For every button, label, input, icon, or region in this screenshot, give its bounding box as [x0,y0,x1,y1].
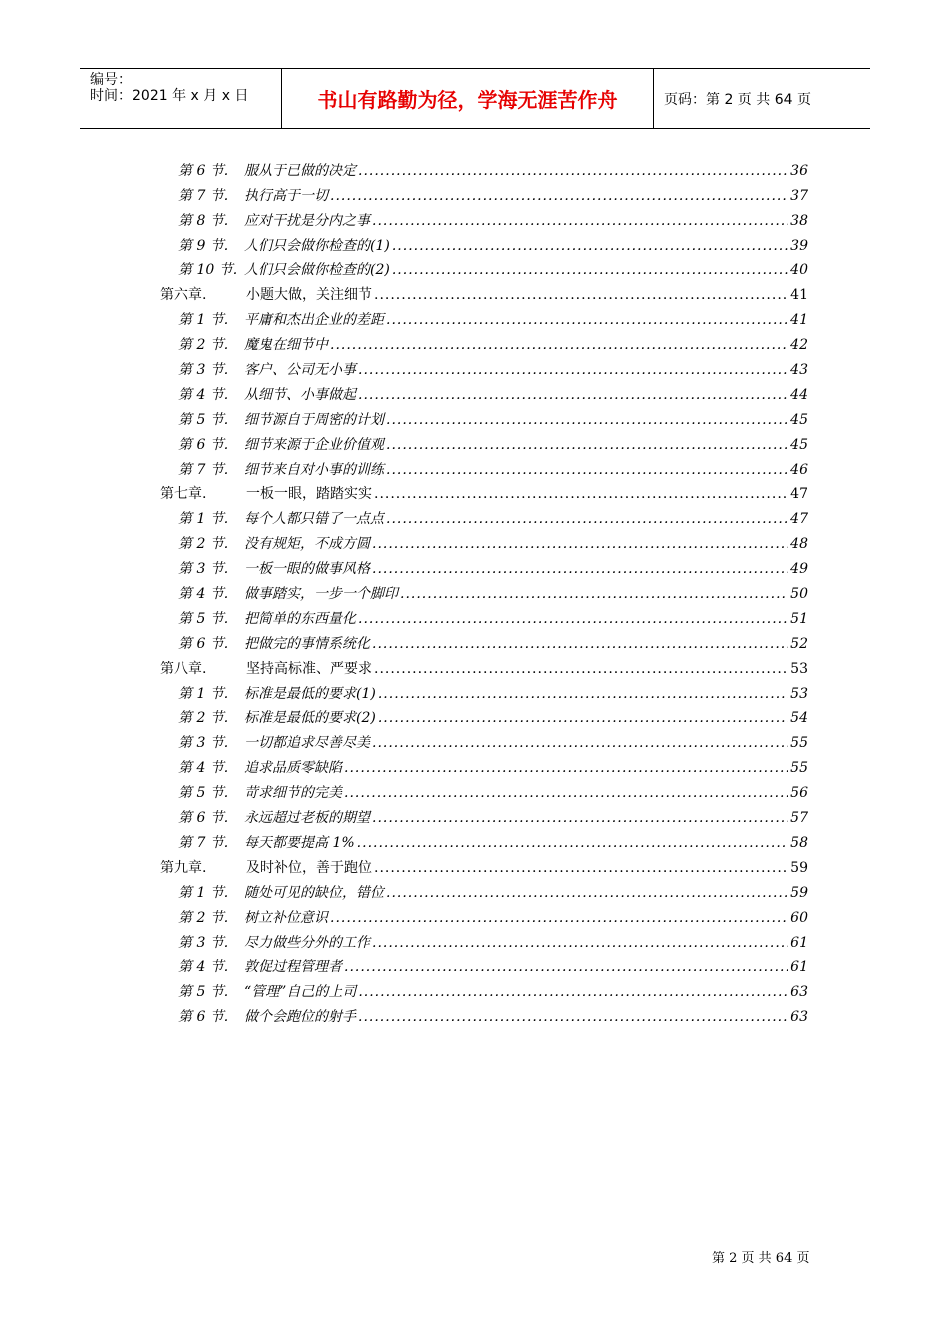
toc-entry-title: “管理”自己的上司 [244,984,357,1001]
header-motto: 书山有路勤为径，学海无涯苦作舟 [282,69,654,128]
toc-entry-page: 47 [790,511,808,528]
toc-section-entry[interactable] [160,230,808,255]
toc-leader-dots [386,311,788,329]
toc-entry-number: 第 6 节. [178,436,229,453]
toc-chapter-entry[interactable] [160,653,808,678]
toc-section-entry[interactable] [160,802,808,827]
header-page-info: 页码：第 2 页 共 64 页 [664,91,811,108]
toc-section-entry[interactable] [160,678,808,703]
toc-entry-title: 敦促过程管理者 [244,959,342,976]
toc-leader-dots [400,585,788,603]
toc-leader-dots [386,411,788,429]
toc-section-entry[interactable] [160,578,808,603]
toc-entry-title: 人们只会做你检查的(1) [244,237,390,254]
toc-section-entry[interactable] [160,927,808,952]
toc-leader-dots [357,834,789,852]
toc-entry-number: 第 5 节. [178,610,229,627]
toc-entry-page: 53 [790,660,808,677]
toc-entry-title: 尽力做些分外的工作 [244,934,370,951]
toc-leader-dots [372,934,788,952]
toc-entry-page: 56 [790,785,808,802]
toc-entry-number: 第 3 节. [178,362,229,379]
toc-leader-dots [358,1008,788,1026]
toc-entry-number: 第 4 节. [178,959,229,976]
toc-entry-page: 48 [790,536,808,553]
toc-section-entry[interactable] [160,454,808,479]
toc-entry-page: 38 [790,212,808,229]
toc-entry-number: 第七章. [160,486,207,503]
toc-entry-title: 魔鬼在细节中 [244,337,328,354]
toc-entry-title: 苛求细节的完美 [244,785,342,802]
toc-leader-dots [330,336,788,354]
time-label: 时间：2021 年 x 月 x 日 [90,88,249,104]
toc-entry-title: 一切都追求尽善尽美 [244,735,370,752]
toc-entry-title: 每个人都只错了一点点 [244,511,384,528]
toc-leader-dots [374,660,788,678]
toc-entry-number: 第 5 节. [178,984,229,1001]
toc-entry-title: 细节源自于周密的计划 [244,411,384,428]
table-of-contents [160,155,808,1026]
toc-leader-dots [372,535,788,553]
toc-entry-title: 服从于已做的决定 [244,162,356,179]
toc-entry-page: 41 [790,312,808,329]
toc-entry-number: 第 3 节. [178,934,229,951]
toc-entry-title: 一板一眼，踏踏实实 [246,486,372,503]
toc-leader-dots [358,610,788,628]
toc-entry-page: 51 [790,610,808,627]
toc-leader-dots [378,685,788,703]
toc-section-entry[interactable] [160,827,808,852]
toc-entry-page: 53 [790,685,808,702]
code-label: 编号： [90,72,132,88]
page-header [80,68,870,129]
toc-leader-dots [372,734,788,752]
toc-section-entry[interactable] [160,180,808,205]
toc-entry-number: 第 7 节. [178,461,229,478]
toc-entry-number: 第 5 节. [178,411,229,428]
toc-entry-number: 第 7 节. [178,187,229,204]
toc-leader-dots [372,560,788,578]
toc-entry-page: 39 [790,237,808,254]
toc-entry-title: 执行高于一切 [244,187,328,204]
toc-entry-number: 第 4 节. [178,586,229,603]
toc-entry-title: 应对干扰是分内之事 [244,212,370,229]
toc-section-entry[interactable] [160,628,808,653]
toc-entry-number: 第 2 节. [178,536,229,553]
toc-entry-page: 61 [790,934,808,951]
toc-leader-dots [358,386,788,404]
toc-entry-page: 63 [790,984,808,1001]
toc-entry-page: 50 [790,586,808,603]
toc-leader-dots [374,485,788,503]
toc-section-entry[interactable] [160,553,808,578]
toc-leader-dots [386,510,788,528]
toc-section-entry[interactable] [160,902,808,927]
toc-entry-page: 40 [790,262,808,279]
toc-leader-dots [386,884,788,902]
toc-entry-page: 52 [790,635,808,652]
toc-entry-number: 第 4 节. [178,760,229,777]
toc-entry-number: 第 6 节. [178,810,229,827]
page-footer: 第 2 页 共 64 页 [712,1251,810,1266]
toc-section-entry[interactable] [160,155,808,180]
toc-entry-number: 第九章. [160,859,207,876]
toc-entry-number: 第 4 节. [178,386,229,403]
toc-leader-dots [372,809,788,827]
toc-entry-number: 第 1 节. [178,685,229,702]
toc-entry-number: 第 9 节. [178,237,229,254]
toc-leader-dots [358,162,788,180]
toc-leader-dots [372,212,788,230]
toc-section-entry[interactable] [160,1001,808,1026]
toc-entry-number: 第六章. [160,287,207,304]
toc-section-entry[interactable] [160,952,808,977]
toc-section-entry[interactable] [160,404,808,429]
toc-entry-page: 47 [790,486,808,503]
toc-section-entry[interactable] [160,727,808,752]
toc-entry-title: 人们只会做你检查的(2) [244,262,390,279]
toc-entry-title: 追求品质零缺陷 [244,760,342,777]
header-meta [80,69,282,128]
toc-entry-number: 第 6 节. [178,1009,229,1026]
toc-chapter-entry[interactable] [160,279,808,304]
toc-leader-dots [392,237,788,255]
toc-entry-title: 标准是最低的要求(2) [244,710,376,727]
toc-entry-title: 没有规矩，不成方圆 [244,536,370,553]
toc-chapter-entry[interactable] [160,852,808,877]
toc-entry-title: 把做完的事情系统化 [244,635,370,652]
toc-section-entry[interactable] [160,503,808,528]
toc-entry-title: 一板一眼的做事风格 [244,561,370,578]
toc-entry-number: 第 1 节. [178,884,229,901]
toc-entry-title: 每天都要提高 1% [244,834,355,851]
toc-entry-page: 61 [790,959,808,976]
toc-entry-title: 及时补位，善于跑位 [246,859,372,876]
toc-entry-title: 树立补位意识 [244,909,328,926]
toc-leader-dots [344,759,788,777]
toc-entry-page: 45 [790,436,808,453]
toc-entry-page: 63 [790,1009,808,1026]
toc-leader-dots [386,461,788,479]
toc-leader-dots [386,436,788,454]
toc-entry-page: 59 [790,859,808,876]
toc-entry-page: 59 [790,884,808,901]
toc-entry-title: 细节来自对小事的训练 [244,461,384,478]
toc-entry-title: 标准是最低的要求(1) [244,685,376,702]
toc-entry-page: 54 [790,710,808,727]
toc-entry-number: 第 1 节. [178,511,229,528]
toc-leader-dots [374,859,788,877]
toc-entry-page: 42 [790,337,808,354]
toc-entry-number: 第 6 节. [178,635,229,652]
toc-entry-page: 46 [790,461,808,478]
toc-leader-dots [344,958,788,976]
toc-leader-dots [358,361,788,379]
toc-entry-number: 第 8 节. [178,212,229,229]
toc-section-entry[interactable] [160,877,808,902]
toc-section-entry[interactable] [160,354,808,379]
toc-entry-title: 做个会跑位的射手 [244,1009,356,1026]
toc-entry-page: 45 [790,411,808,428]
toc-leader-dots [378,709,788,727]
toc-entry-title: 细节来源于企业价值观 [244,436,384,453]
toc-entry-title: 做事踏实，一步一个脚印 [244,586,398,603]
toc-leader-dots [330,187,788,205]
toc-entry-page: 55 [790,760,808,777]
toc-entry-number: 第 3 节. [178,735,229,752]
toc-entry-title: 小题大做，关注细节 [246,287,372,304]
toc-section-entry[interactable] [160,976,808,1001]
toc-entry-page: 44 [790,386,808,403]
toc-leader-dots [344,784,788,802]
toc-leader-dots [372,635,788,653]
toc-entry-number: 第 6 节. [178,162,229,179]
toc-section-entry[interactable] [160,205,808,230]
toc-section-entry[interactable] [160,703,808,728]
toc-entry-number: 第八章. [160,660,207,677]
toc-entry-page: 43 [790,362,808,379]
toc-entry-page: 36 [790,162,808,179]
toc-entry-page: 58 [790,834,808,851]
toc-entry-number: 第 7 节. [178,834,229,851]
toc-entry-title: 客户、公司无小事 [244,362,356,379]
toc-entry-number: 第 10 节. [178,262,238,279]
toc-leader-dots [358,983,788,1001]
toc-entry-title: 永远超过老板的期望 [244,810,370,827]
toc-leader-dots [392,261,788,279]
toc-section-entry[interactable] [160,429,808,454]
toc-entry-number: 第 5 节. [178,785,229,802]
toc-entry-page: 49 [790,561,808,578]
toc-section-entry[interactable] [160,777,808,802]
toc-entry-number: 第 2 节. [178,710,229,727]
toc-chapter-entry[interactable] [160,479,808,504]
toc-entry-page: 55 [790,735,808,752]
toc-entry-number: 第 2 节. [178,909,229,926]
toc-leader-dots [330,909,788,927]
toc-entry-number: 第 2 节. [178,337,229,354]
toc-entry-page: 57 [790,810,808,827]
toc-entry-title: 把简单的东西量化 [244,610,356,627]
toc-section-entry[interactable] [160,379,808,404]
toc-entry-number: 第 1 节. [178,312,229,329]
toc-entry-page: 60 [790,909,808,926]
toc-leader-dots [374,286,788,304]
toc-entry-title: 坚持高标准、严要求 [246,660,372,677]
toc-section-entry[interactable] [160,603,808,628]
toc-section-entry[interactable] [160,329,808,354]
toc-section-entry[interactable] [160,752,808,777]
toc-entry-number: 第 3 节. [178,561,229,578]
toc-section-entry[interactable] [160,255,808,280]
toc-entry-title: 随处可见的缺位，错位 [244,884,384,901]
toc-entry-title: 从细节、小事做起 [244,386,356,403]
toc-entry-page: 37 [790,187,808,204]
toc-entry-title: 平庸和杰出企业的差距 [244,312,384,329]
toc-section-entry[interactable] [160,528,808,553]
toc-entry-page: 41 [790,287,808,304]
toc-section-entry[interactable] [160,304,808,329]
